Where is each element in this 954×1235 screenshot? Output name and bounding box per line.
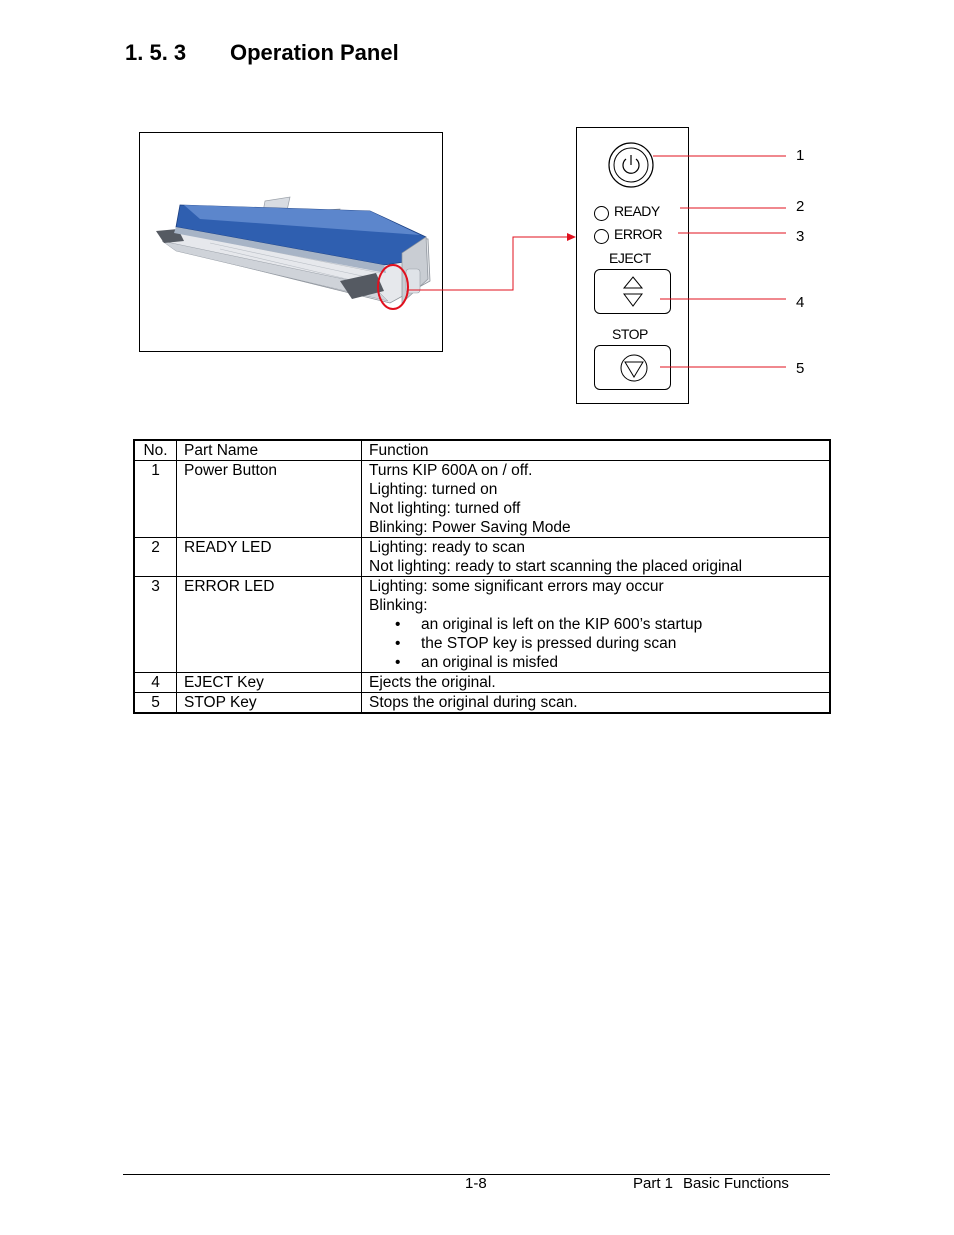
row-part-name: STOP Key xyxy=(177,693,362,714)
callout-number-2: 2 xyxy=(796,198,805,215)
function-line: Not lighting: ready to start scanning the placed original xyxy=(369,558,743,575)
bullet-item: • an original is left on the KIP 600’s startup xyxy=(369,615,822,634)
table-row xyxy=(134,693,830,714)
row-function xyxy=(362,693,831,714)
callout-number-5: 5 xyxy=(796,360,805,377)
function-line: Not lighting: turned off xyxy=(369,500,521,517)
parts-table xyxy=(133,439,831,714)
footer-section: Basic Functions xyxy=(683,1175,789,1192)
bullet-list xyxy=(369,615,822,672)
row-function xyxy=(362,461,831,538)
function-line: Ejects the original. xyxy=(369,674,496,691)
row-part-name: READY LED xyxy=(177,538,362,577)
function-line: Blinking: Power Saving Mode xyxy=(369,519,571,536)
footer-part-label xyxy=(633,1175,789,1192)
row-function xyxy=(362,577,831,673)
section-title: Operation Panel xyxy=(230,40,399,65)
table-row xyxy=(134,461,830,538)
function-line: Turns KIP 600A on / off. xyxy=(369,462,533,479)
footer-page-number: 1-8 xyxy=(465,1175,487,1192)
row-part-name: ERROR LED xyxy=(177,577,362,673)
callout-number-3: 3 xyxy=(796,228,805,245)
header-part-name: Part Name xyxy=(177,440,362,461)
function-line: Stops the original during scan. xyxy=(369,694,578,711)
row-no: 3 xyxy=(134,577,177,673)
callout-lines xyxy=(0,0,954,420)
function-line: Blinking: xyxy=(369,597,428,614)
function-line: Lighting: ready to scan xyxy=(369,539,525,556)
function-line: Lighting: turned on xyxy=(369,481,498,498)
eject-label: EJECT xyxy=(609,250,651,266)
row-part-name: Power Button xyxy=(177,461,362,538)
connector-line xyxy=(407,237,570,290)
error-label: ERROR xyxy=(614,226,663,242)
stop-label: STOP xyxy=(612,326,648,342)
table-row xyxy=(134,673,830,693)
header-function: Function xyxy=(362,440,831,461)
table-header-row xyxy=(134,440,830,461)
callout-number-1: 1 xyxy=(796,147,805,164)
row-no: 1 xyxy=(134,461,177,538)
section-number: 1. 5. 3 xyxy=(125,40,187,65)
row-no: 4 xyxy=(134,673,177,693)
row-function xyxy=(362,538,831,577)
footer-part: Part 1 xyxy=(633,1175,674,1192)
bullet-item: • an original is misfed xyxy=(369,653,822,672)
connector-arrowhead xyxy=(567,233,576,241)
row-no: 2 xyxy=(134,538,177,577)
row-part-name: EJECT Key xyxy=(177,673,362,693)
row-no: 5 xyxy=(134,693,177,714)
ready-label: READY xyxy=(614,203,660,219)
table-row xyxy=(134,577,830,673)
function-line: Lighting: some significant errors may occur xyxy=(369,578,664,595)
header-no: No. xyxy=(134,440,177,461)
table-row xyxy=(134,538,830,577)
bullet-item: • the STOP key is pressed during scan xyxy=(369,634,822,653)
row-function xyxy=(362,673,831,693)
callout-number-4: 4 xyxy=(796,294,805,311)
